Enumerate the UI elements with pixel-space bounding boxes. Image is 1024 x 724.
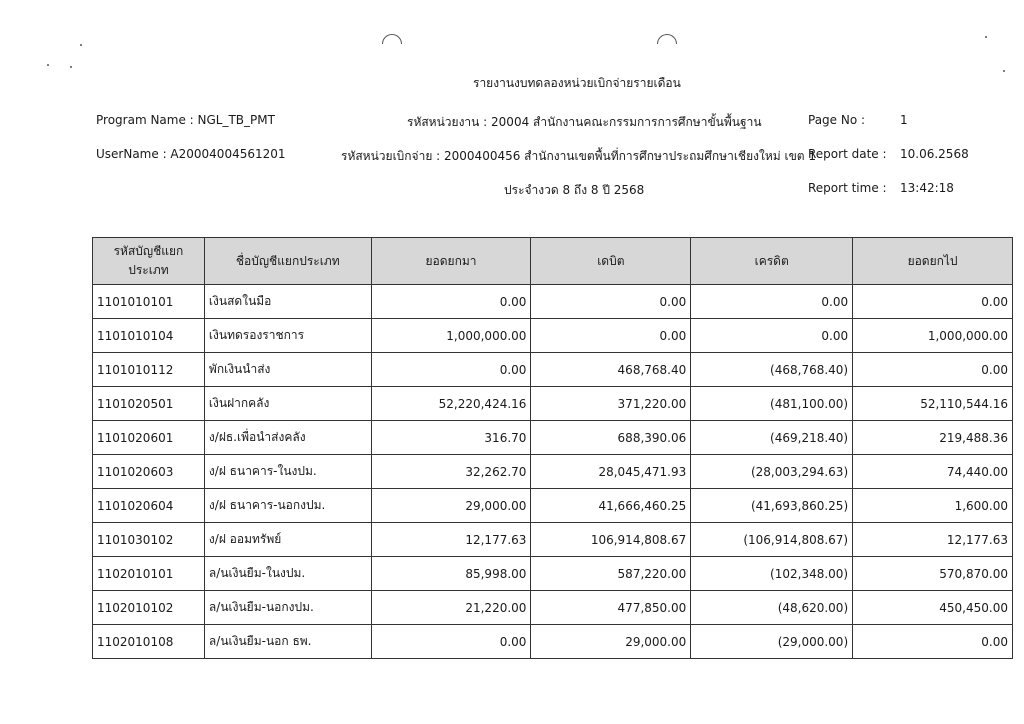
header-credit: เครดิต (691, 238, 853, 285)
cell-account-name: ง/ฝ ธนาคาร-ในงปม. (204, 455, 371, 489)
cell-account-code: 1102010101 (93, 557, 205, 591)
cell-credit: 0.00 (691, 285, 853, 319)
page-no-value: 1 (900, 113, 908, 127)
cell-closing-balance: 0.00 (853, 625, 1013, 659)
cell-credit: (48,620.00) (691, 591, 853, 625)
cell-account-code: 1101020501 (93, 387, 205, 421)
table-row (93, 455, 1013, 489)
table-header-row (93, 238, 1013, 285)
cell-account-name: พักเงินนำส่ง (204, 353, 371, 387)
cell-closing-balance: 52,110,544.16 (853, 387, 1013, 421)
cell-debit: 688,390.06 (531, 421, 691, 455)
cell-credit: (28,003,294.63) (691, 455, 853, 489)
cell-opening-balance: 29,000.00 (371, 489, 531, 523)
cell-debit: 587,220.00 (531, 557, 691, 591)
cell-credit: (29,000.00) (691, 625, 853, 659)
table-row (93, 625, 1013, 659)
scan-speck (1003, 70, 1005, 72)
cell-debit: 28,045,471.93 (531, 455, 691, 489)
cell-debit: 0.00 (531, 319, 691, 353)
cell-account-name: ง/ฝ ธนาคาร-นอกงปม. (204, 489, 371, 523)
cell-opening-balance: 85,998.00 (371, 557, 531, 591)
table-row (93, 285, 1013, 319)
cell-account-name: ง/ฝธ.เพื่อนำส่งคลัง (204, 421, 371, 455)
scan-speck (47, 64, 49, 66)
cell-closing-balance: 1,000,000.00 (853, 319, 1013, 353)
cell-closing-balance: 570,870.00 (853, 557, 1013, 591)
cell-debit: 41,666,460.25 (531, 489, 691, 523)
cell-debit: 29,000.00 (531, 625, 691, 659)
cell-account-code: 1101010104 (93, 319, 205, 353)
report-time-value: 13:42:18 (900, 181, 954, 195)
cell-account-name: ล/นเงินยืม-นอกงปม. (204, 591, 371, 625)
cell-credit: (41,693,860.25) (691, 489, 853, 523)
cell-debit: 0.00 (531, 285, 691, 319)
cell-credit: 0.00 (691, 319, 853, 353)
cell-credit: (468,768.40) (691, 353, 853, 387)
cell-account-name: ล/นเงินยืม-นอก ธพ. (204, 625, 371, 659)
header-closing-balance: ยอดยกไป (853, 238, 1013, 285)
report-time-label: Report time : (808, 181, 887, 195)
cell-closing-balance: 74,440.00 (853, 455, 1013, 489)
table-row (93, 421, 1013, 455)
cell-account-code: 1102010108 (93, 625, 205, 659)
cell-debit: 371,220.00 (531, 387, 691, 421)
header-debit: เดบิต (531, 238, 691, 285)
user-name: UserName : A20004004561201 (96, 147, 286, 161)
header-account-code: รหัสบัญชีแยกประเภท (93, 238, 205, 285)
cell-credit: (469,218.40) (691, 421, 853, 455)
report-date-label: Report date : (808, 147, 887, 161)
cell-closing-balance: 0.00 (853, 353, 1013, 387)
cell-debit: 106,914,808.67 (531, 523, 691, 557)
punch-hole-right (657, 34, 677, 44)
cell-opening-balance: 52,220,424.16 (371, 387, 531, 421)
program-name: Program Name : NGL_TB_PMT (96, 113, 275, 127)
table-row (93, 557, 1013, 591)
cell-closing-balance: 1,600.00 (853, 489, 1013, 523)
table-row (93, 319, 1013, 353)
cell-account-code: 1101030102 (93, 523, 205, 557)
cell-account-name: เงินทดรองราชการ (204, 319, 371, 353)
cell-closing-balance: 12,177.63 (853, 523, 1013, 557)
scan-speck (985, 36, 987, 38)
cell-debit: 477,850.00 (531, 591, 691, 625)
header-account-name: ชื่อบัญชีแยกประเภท (204, 238, 371, 285)
cell-closing-balance: 0.00 (853, 285, 1013, 319)
cell-debit: 468,768.40 (531, 353, 691, 387)
cell-credit: (481,100.00) (691, 387, 853, 421)
table-row (93, 489, 1013, 523)
table-row (93, 523, 1013, 557)
cell-opening-balance: 316.70 (371, 421, 531, 455)
report-date-value: 10.06.2568 (900, 147, 969, 161)
cell-account-code: 1101020601 (93, 421, 205, 455)
cell-opening-balance: 12,177.63 (371, 523, 531, 557)
cell-account-code: 1102010102 (93, 591, 205, 625)
cell-opening-balance: 1,000,000.00 (371, 319, 531, 353)
cell-closing-balance: 450,450.00 (853, 591, 1013, 625)
page-no-label: Page No : (808, 113, 866, 127)
cell-credit: (106,914,808.67) (691, 523, 853, 557)
cell-account-code: 1101020604 (93, 489, 205, 523)
cell-credit: (102,348.00) (691, 557, 853, 591)
cell-account-name: ง/ฝ ออมทรัพย์ (204, 523, 371, 557)
cell-opening-balance: 21,220.00 (371, 591, 531, 625)
header-opening-balance: ยอดยกมา (371, 238, 531, 285)
cell-opening-balance: 0.00 (371, 353, 531, 387)
cell-account-code: 1101020603 (93, 455, 205, 489)
cell-account-name: ล/นเงินยืม-ในงปม. (204, 557, 371, 591)
report-period: ประจำงวด 8 ถึง 8 ปี 2568 (504, 183, 645, 197)
table-row (93, 591, 1013, 625)
scan-speck (70, 66, 72, 68)
table-row (93, 387, 1013, 421)
trial-balance-table (92, 237, 1013, 659)
cell-closing-balance: 219,488.36 (853, 421, 1013, 455)
agency-code: รหัสหน่วยงาน : 20004 สำนักงานคณะกรรมการการศึกษาขั้นพื้นฐาน (407, 115, 762, 129)
cell-opening-balance: 32,262.70 (371, 455, 531, 489)
disbursing-unit: รหัสหน่วยเบิกจ่าย : 2000400456 สำนักงานเขตพื้นที่การศึกษาประถมศึกษาเชียงใหม่ เขต 1 (341, 149, 817, 163)
cell-account-name: เงินฝากคลัง (204, 387, 371, 421)
cell-account-code: 1101010112 (93, 353, 205, 387)
scan-speck (80, 44, 82, 46)
table-row (93, 353, 1013, 387)
cell-opening-balance: 0.00 (371, 625, 531, 659)
punch-hole-left (382, 34, 402, 44)
cell-account-name: เงินสดในมือ (204, 285, 371, 319)
cell-account-code: 1101010101 (93, 285, 205, 319)
cell-opening-balance: 0.00 (371, 285, 531, 319)
